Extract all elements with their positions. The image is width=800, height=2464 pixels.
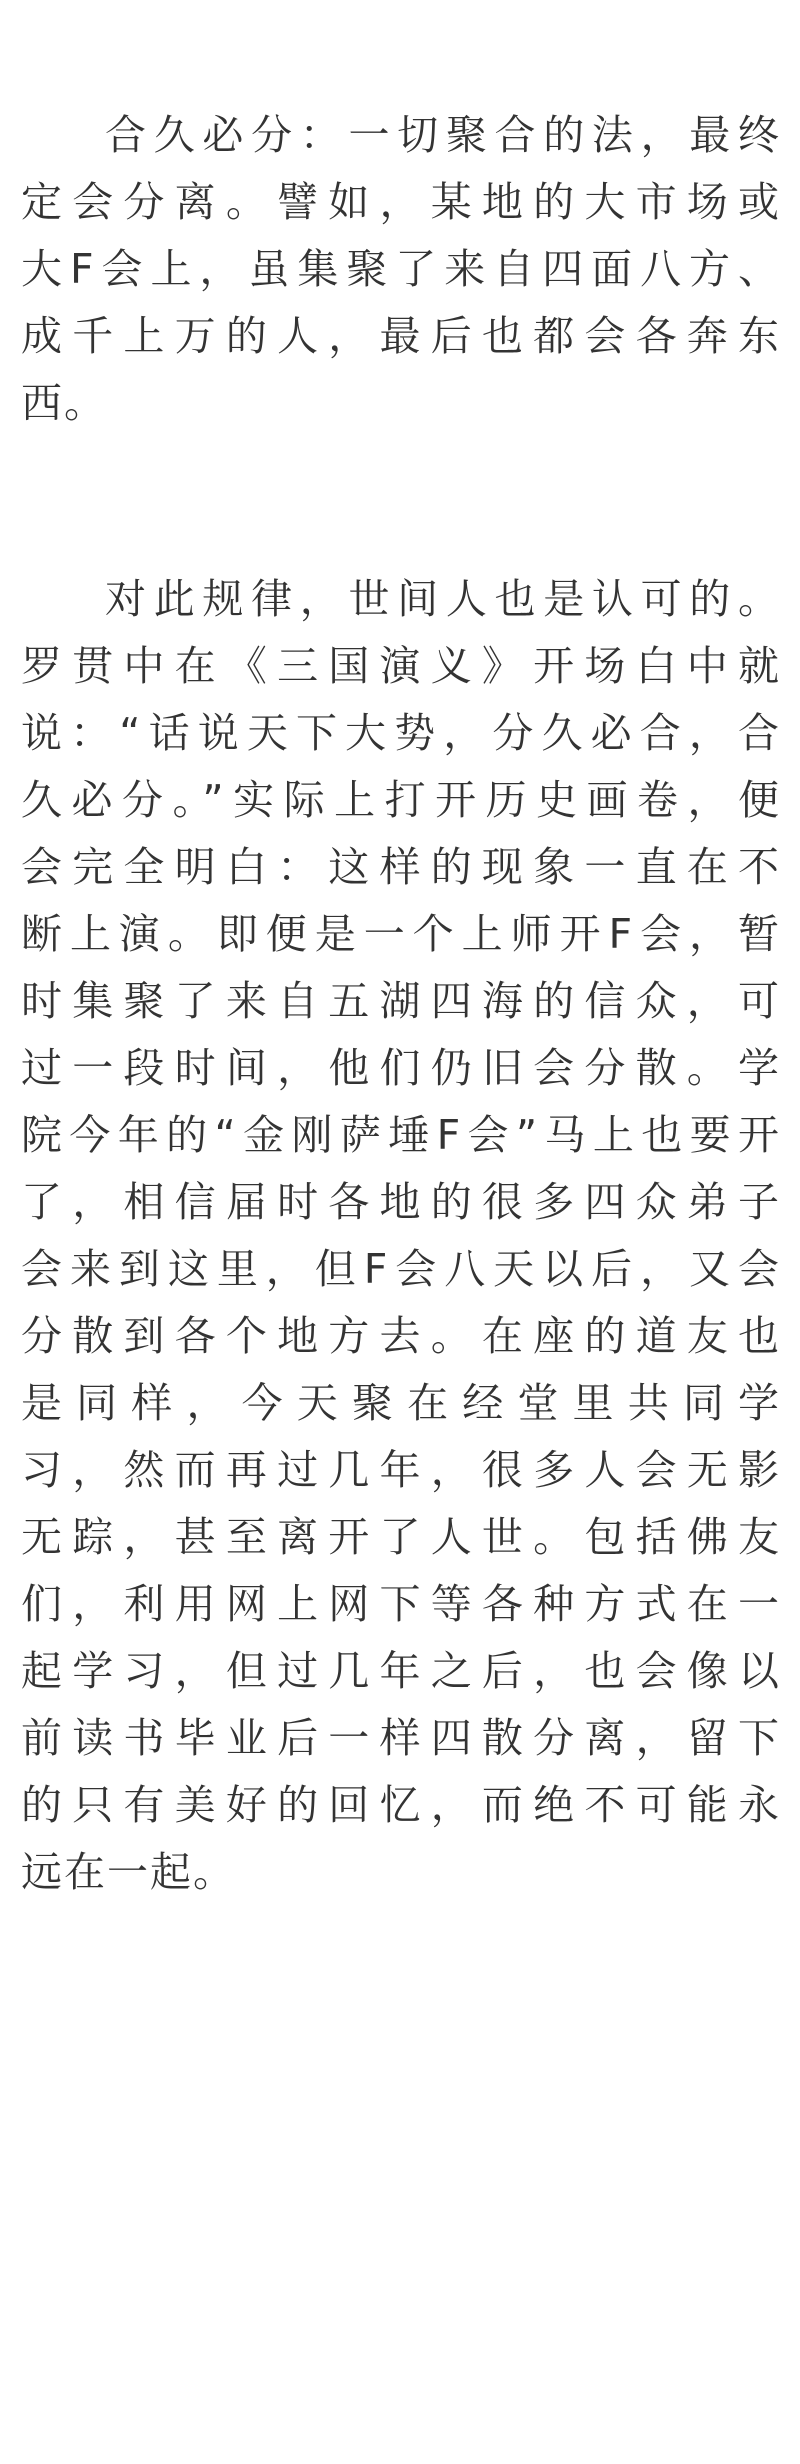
paragraph-2 — [21, 566, 781, 1906]
paragraph-line: 习，然而再过几年，很多人会无影 — [21, 1446, 781, 1494]
paragraph-line: 时集聚了来自五湖四海的信众，可 — [21, 977, 781, 1025]
document-body — [21, 102, 781, 1906]
paragraph-line: 定会分离。譬如，某地的大市场或 — [21, 178, 781, 226]
paragraph-line: 们，利用网上网下等各种方式在一 — [21, 1580, 781, 1628]
paragraph-line: 大F会上，虽集聚了来自四面八方、 — [21, 245, 781, 293]
paragraph-line: 久必分。”实际上打开历史画卷，便 — [21, 776, 781, 824]
paragraph-line: 过一段时间，他们仍旧会分散。学 — [21, 1044, 781, 1092]
paragraph-line: 会完全明白：这样的现象一直在不 — [21, 843, 781, 891]
paragraph-line: 远在一起。 — [21, 1848, 236, 1896]
paragraph-1 — [21, 102, 781, 437]
paragraph-line: 了，相信届时各地的很多四众弟子 — [21, 1178, 781, 1226]
paragraph-line: 分散到各个地方去。在座的道友也 — [21, 1312, 781, 1360]
paragraph-spacer — [21, 437, 781, 566]
paragraph-line: 会来到这里，但F会八天以后，又会 — [21, 1245, 781, 1293]
paragraph-line: 院今年的“金刚萨埵F会”马上也要开 — [21, 1111, 781, 1159]
paragraph-line: 成千上万的人，最后也都会各奔东 — [21, 312, 781, 360]
paragraph-line: 无踪，甚至离开了人世。包括佛友 — [21, 1513, 781, 1561]
paragraph-line: 起学习，但过几年之后，也会像以 — [21, 1647, 781, 1695]
paragraph-line: 说：“话说天下大势，分久必合，合 — [21, 709, 781, 757]
paragraph-line: 罗贯中在《三国演义》开场白中就 — [21, 642, 781, 690]
paragraph-line: 前读书毕业后一样四散分离，留下 — [21, 1714, 781, 1762]
paragraph-line: 的只有美好的回忆，而绝不可能永 — [21, 1781, 781, 1829]
paragraph-line: 合久必分：一切聚合的法，最终 — [105, 111, 781, 159]
paragraph-line: 西。 — [21, 379, 107, 427]
paragraph-line: 是同样，今天聚在经堂里共同学 — [21, 1379, 781, 1427]
paragraph-line: 断上演。即便是一个上师开F会，暂 — [21, 910, 781, 958]
paragraph-line: 对此规律，世间人也是认可的。 — [105, 575, 781, 623]
